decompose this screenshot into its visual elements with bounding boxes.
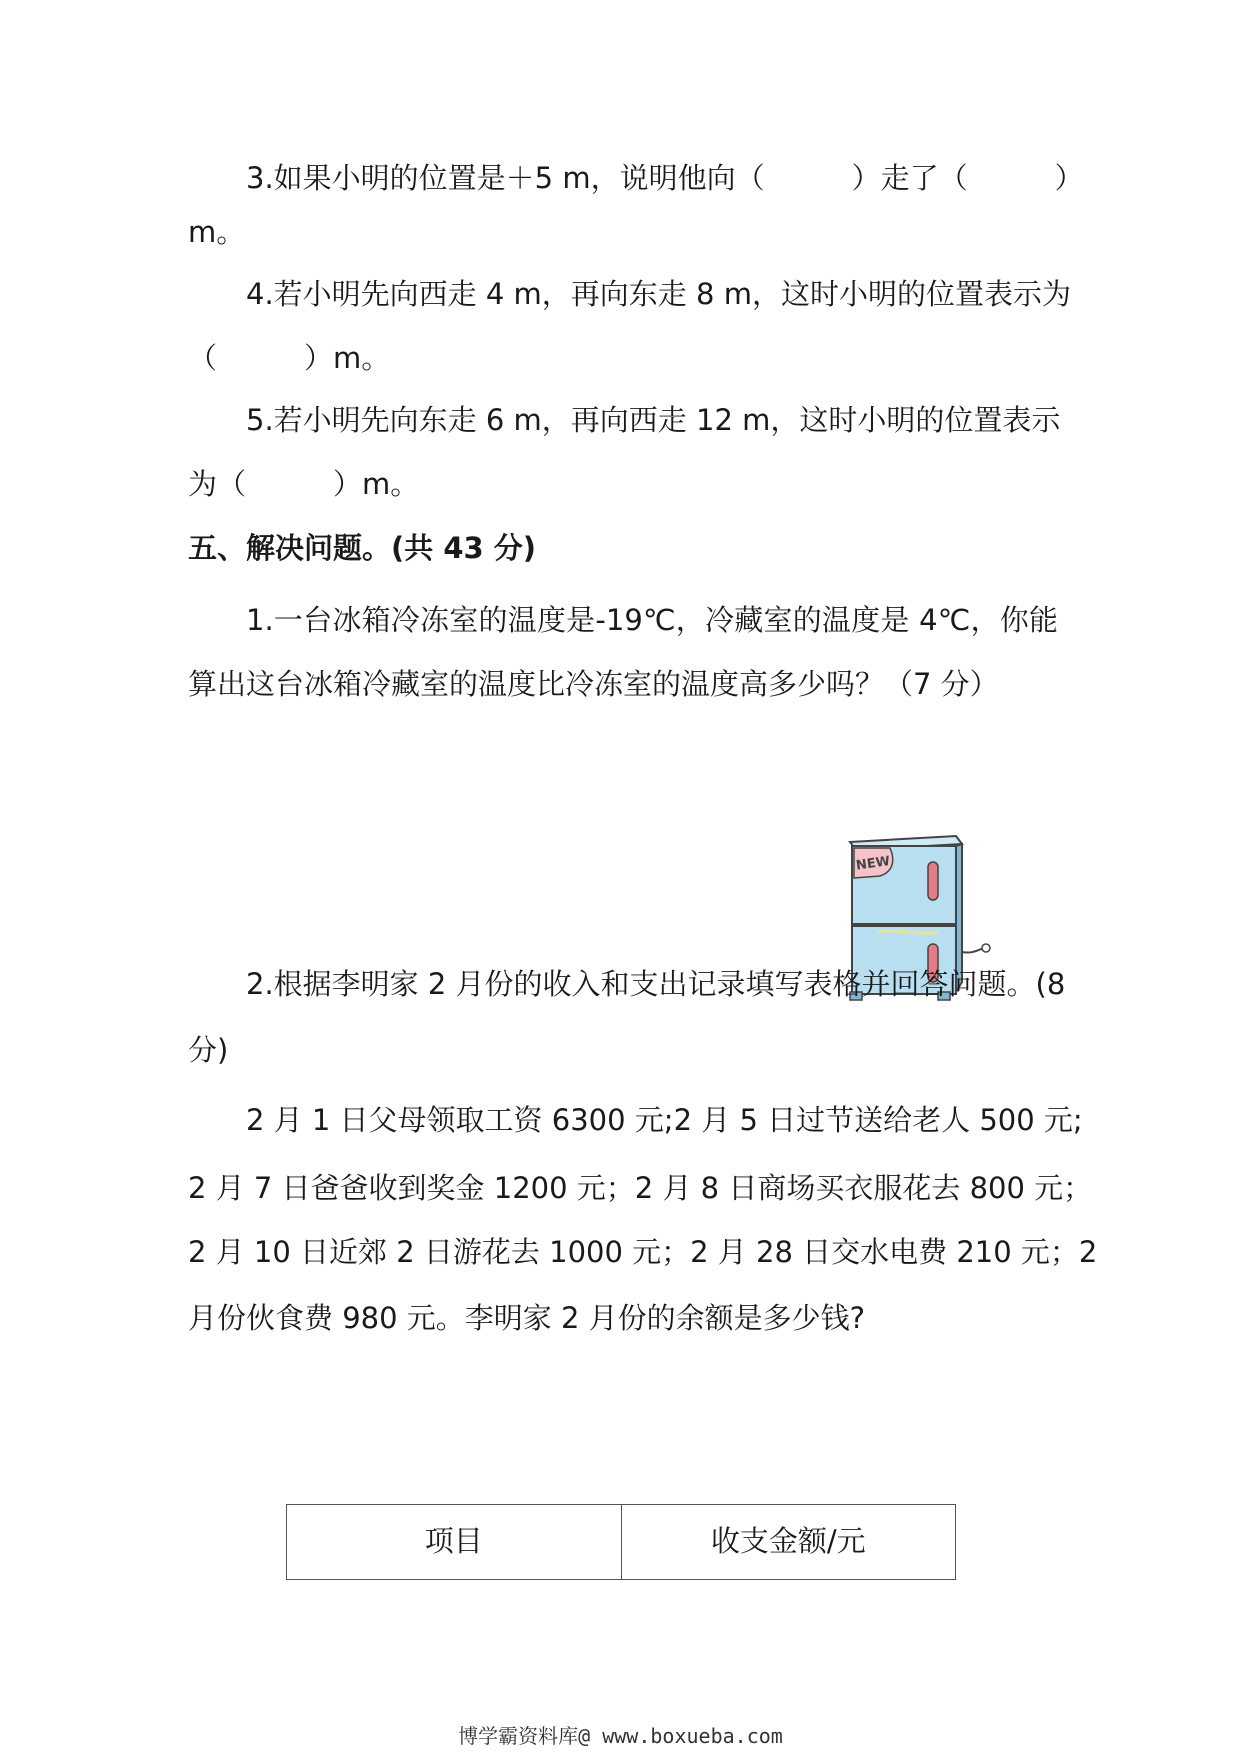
problem1-line1: 1.一台冰箱冷冻室的温度是-19℃，冷藏室的温度是 4℃，你能 (246, 603, 1058, 637)
q3-line1: 3.如果小明的位置是＋5 m，说明他向（ ）走了（ ） (246, 161, 1084, 195)
q4-line2: （ ）m。 (188, 341, 391, 375)
problem2-line2: 分) (188, 1033, 229, 1067)
problem2-record-2: 2 月 7 日爸爸收到奖金 1200 元；2 月 8 日商场买衣服花去 800 元； (188, 1171, 1093, 1205)
problem2-line1: 2.根据李明家 2 月份的收入和支出记录填写表格并回答问题。(8 (246, 967, 1066, 1001)
q3-line2: m。 (188, 215, 246, 249)
table-header-item: 项目 (424, 1524, 483, 1558)
q5-line1: 5.若小明先向东走 6 m，再向西走 12 m，这时小明的位置表示 (246, 403, 1061, 437)
problem2-record-1: 2 月 1 日父母领取工资 6300 元;2 月 5 日过节送给老人 500 元; (246, 1103, 1083, 1137)
fridge-new-label: NEW (855, 853, 892, 874)
q5-line2: 为（ ）m。 (188, 467, 420, 501)
section5-heading: 五、解决问题。(共 43 分) (188, 531, 537, 565)
q4-line1: 4.若小明先向西走 4 m，再向东走 8 m，这时小明的位置表示为 (246, 277, 1071, 311)
income-expense-table (286, 1504, 956, 1580)
footer-watermark: 博学霸资料库@ www.boxueba.com (458, 1724, 783, 1748)
table-header-amount: 收支金额/元 (621, 1505, 956, 1579)
problem2-record-4: 月份伙食费 980 元。李明家 2 月份的余额是多少钱? (188, 1301, 866, 1335)
problem1-line2: 算出这台冰箱冷藏室的温度比冷冻室的温度高多少吗？（7 分） (188, 667, 999, 701)
problem2-record-3: 2 月 10 日近郊 2 日游花去 1000 元；2 月 28 日交水电费 210 元；2 (188, 1235, 1098, 1269)
